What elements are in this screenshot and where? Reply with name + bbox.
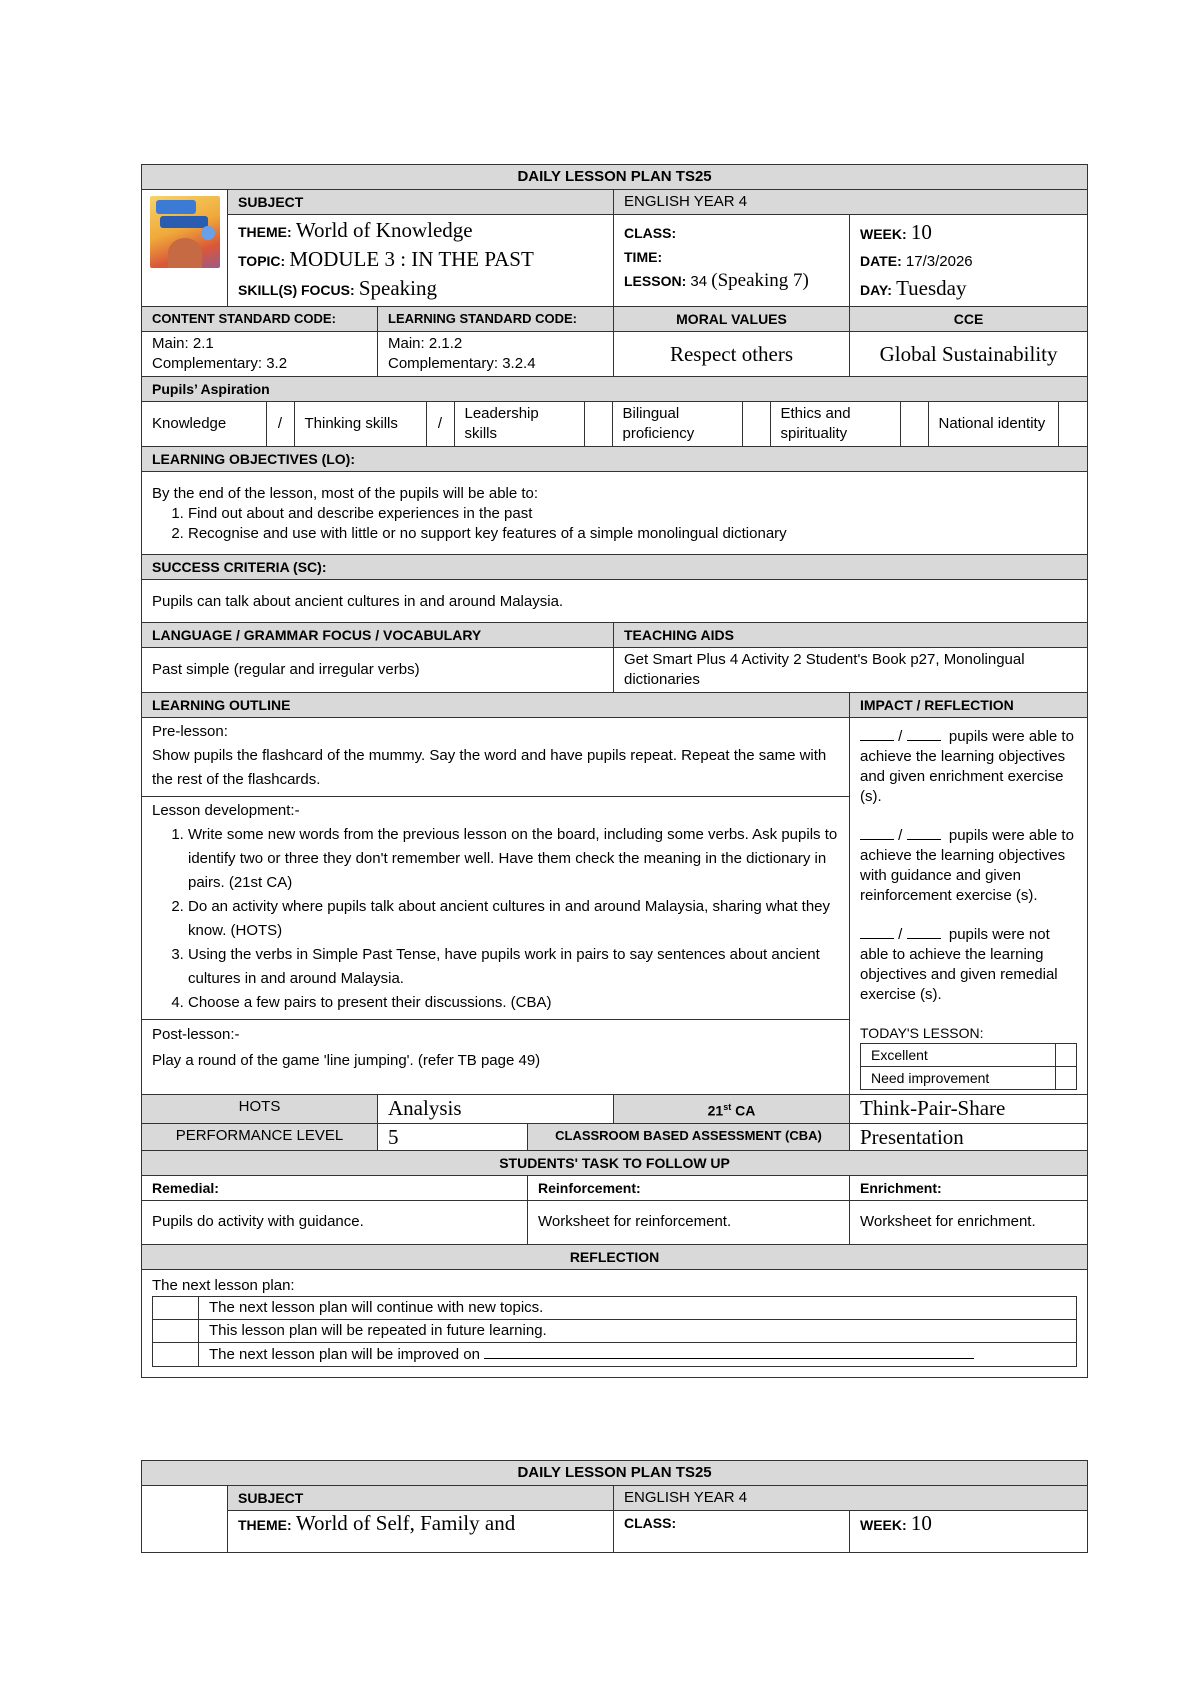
reflection-label: REFLECTION: [142, 1244, 1088, 1269]
sc-text: Pupils can talk about ancient cultures in and around Malaysia.: [142, 580, 1088, 623]
next-lesson-intro: The next lesson plan:: [152, 1276, 295, 1294]
pre-lesson-label: Pre-lesson:: [152, 723, 228, 740]
reinforcement-label: Reinforcement:: [528, 1175, 850, 1200]
ca-sup: st: [723, 1102, 732, 1112]
plan2-class-label: CLASS:: [614, 1511, 850, 1553]
plan2-title: DAILY LESSON PLAN TS25: [142, 1461, 1088, 1486]
aspiration-ethics: Ethics and spirituality: [770, 402, 900, 446]
subject-label: SUBJECT: [228, 190, 614, 215]
aspiration-bilingual: Bilingual proficiency: [612, 402, 742, 446]
plan2-theme: [228, 1511, 614, 1553]
dev-item: 2. Do an activity where pupils talk about ancient cultures in and around Malaysia, sharing what they know. (HOTS): [188, 895, 839, 943]
rating-excellent: Excellent: [861, 1044, 1056, 1067]
subject-value: ENGLISH YEAR 4: [614, 190, 1088, 215]
remedial-label: Remedial:: [142, 1175, 528, 1200]
plan2-week-value: 10: [910, 1511, 932, 1535]
hots-value: Analysis: [378, 1095, 614, 1124]
lo-intro: By the end of the lesson, most of the pupils will be able to:: [152, 485, 539, 502]
aspiration-national-mark: [1058, 402, 1088, 446]
next-2: This lesson plan will be repeated in future learning.: [199, 1319, 1077, 1342]
lesson-value: 34: [690, 273, 708, 290]
aspiration-thinking: Thinking skills: [294, 402, 426, 446]
skill-value: Speaking: [358, 276, 437, 300]
aspiration-bilingual-mark: [742, 402, 770, 446]
impact-3: / pupils were not able to achieve the learning objectives and given remedial exercise (s).: [860, 926, 1058, 1003]
aspiration-national: National identity: [928, 402, 1058, 446]
impact-2: / pupils were able to achieve the learning objectives with guidance and given reinforcement exercise (s).: [860, 827, 1074, 904]
content-standard-codes: [142, 332, 378, 377]
next-1: The next lesson plan will continue with new topics.: [199, 1296, 1077, 1319]
learning-standard-codes: [378, 332, 614, 377]
textbook-cover: [142, 190, 228, 307]
day-label: DAY:: [860, 282, 892, 298]
aspiration-knowledge-mark: /: [266, 402, 294, 446]
lo-list: [152, 504, 1077, 544]
language-focus-text: Past simple (regular and irregular verbs): [142, 648, 614, 693]
language-focus-label: LANGUAGE / GRAMMAR FOCUS / VOCABULARY: [142, 623, 614, 648]
aspiration-label: Pupils’ Aspiration: [142, 377, 1088, 402]
theme-label: THEME:: [238, 224, 292, 240]
next-3-box[interactable]: [153, 1342, 199, 1366]
aspiration-leadership-mark: [584, 402, 612, 446]
aspiration-leadership: Leadership skills: [454, 402, 584, 446]
lo-item: 1. Find out about and describe experiences in the past: [188, 504, 1077, 524]
theme-value: World of Knowledge: [295, 218, 473, 242]
aspiration-knowledge: Knowledge: [142, 402, 266, 446]
next-3-text: The next lesson plan will be improved on: [209, 1345, 480, 1363]
plan2-subject-label: SUBJECT: [228, 1486, 614, 1511]
teaching-aids-text: Get Smart Plus 4 Activity 2 Student's Book p27, Monolingual dictionaries: [614, 648, 1088, 693]
outline-label: LEARNING OUTLINE: [142, 693, 850, 718]
next-2-box[interactable]: [153, 1319, 199, 1342]
learning-objectives: [142, 472, 1088, 555]
plan2-week-label: WEEK:: [860, 1517, 907, 1533]
ca-value: Think-Pair-Share: [850, 1095, 1088, 1124]
learning-main: Main: 2.1.2: [388, 335, 463, 352]
content-main: Main: 2.1: [152, 335, 214, 352]
content-standard-label: CONTENT STANDARD CODE:: [142, 307, 378, 332]
week-date-day: [850, 215, 1088, 307]
aspiration-row: [142, 402, 1088, 447]
lesson-plan-2: [141, 1460, 1088, 1553]
cba-label: CLASSROOM BASED ASSESSMENT (CBA): [528, 1123, 850, 1150]
plan-title: DAILY LESSON PLAN TS25: [142, 165, 1088, 190]
class-time-lesson: [614, 215, 850, 307]
cce-value: Global Sustainability: [850, 332, 1088, 377]
learning-complementary: Complementary: 3.2.4: [388, 355, 536, 372]
impact-3-text: pupils were not able to achieve the learning objectives and given remedial exercise (s).: [860, 926, 1058, 1003]
content-complementary: Complementary: 3.2: [152, 355, 288, 372]
todays-lesson-label: TODAY'S LESSON:: [860, 1025, 984, 1041]
next-lesson-table: [152, 1296, 1077, 1367]
date-value: 17/3/2026: [905, 253, 973, 270]
ca-number: 21: [707, 1102, 724, 1119]
time-label: TIME:: [624, 249, 663, 265]
cce-label: CCE: [850, 307, 1088, 332]
cba-value: Presentation: [850, 1123, 1088, 1150]
enrichment-label: Enrichment:: [850, 1175, 1088, 1200]
aspiration-thinking-mark: /: [426, 402, 454, 446]
rating-excellent-box[interactable]: [1056, 1044, 1077, 1067]
aspiration-ethics-mark: [900, 402, 928, 446]
ca-suffix: CA: [735, 1102, 756, 1119]
learning-outline: [142, 718, 850, 1095]
week-label: WEEK:: [860, 226, 907, 242]
post-lesson-text: Play a round of the game 'line jumping'. (refer TB page 49): [152, 1052, 541, 1069]
pre-lesson-text: Show pupils the flashcard of the mummy. Say the word and have pupils repeat. Repeat the same with the rest of the flashcards.: [152, 747, 827, 788]
day-value: Tuesday: [896, 276, 967, 300]
impact-2-text: pupils were able to achieve the learning objectives with guidance and given reinforcement exercise (s).: [860, 827, 1074, 904]
hots-label: HOTS: [142, 1095, 378, 1124]
dev-label: Lesson development:-: [152, 802, 300, 819]
lesson-rating-table: [860, 1043, 1077, 1090]
enrichment-text: Worksheet for enrichment.: [850, 1200, 1088, 1244]
impact-1: / pupils were able to achieve the learning objectives and given enrichment exercise (s).: [860, 728, 1074, 805]
sc-label: SUCCESS CRITERIA (SC):: [142, 555, 1088, 580]
moral-value: Respect others: [614, 332, 850, 377]
lesson-note: (Speaking 7): [711, 270, 809, 291]
lo-label: LEARNING OBJECTIVES (LO):: [142, 447, 1088, 472]
impact-label: IMPACT / REFLECTION: [850, 693, 1088, 718]
teaching-aids-label: TEACHING AIDS: [614, 623, 1088, 648]
learning-standard-label: LEARNING STANDARD CODE:: [378, 307, 614, 332]
topic-value: MODULE 3 : IN THE PAST: [289, 247, 534, 271]
rating-need-improvement: Need improvement: [861, 1067, 1056, 1090]
pl-value: 5: [378, 1123, 528, 1150]
impact-reflection: [850, 718, 1088, 1095]
moral-values-label: MORAL VALUES: [614, 307, 850, 332]
pre-lesson: [142, 718, 849, 797]
lesson-label: LESSON:: [624, 273, 687, 289]
post-lesson-label: Post-lesson:-: [152, 1026, 240, 1043]
plan2-cover-cell: [142, 1486, 228, 1553]
reflection-section: [142, 1269, 1088, 1377]
plan2-week: [850, 1511, 1088, 1553]
week-value: 10: [910, 220, 932, 244]
textbook-cover-image: [150, 196, 220, 268]
plan2-theme-value: World of Self, Family and: [295, 1511, 516, 1535]
post-lesson: [142, 1020, 849, 1080]
lo-item: 2. Recognise and use with little or no support key features of a simple monolingual dictionary: [188, 524, 1077, 544]
plan2-subject-value: ENGLISH YEAR 4: [614, 1486, 1088, 1511]
impact-1-text: pupils were able to achieve the learning objectives and given enrichment exercise (s).: [860, 728, 1074, 805]
class-label: CLASS:: [624, 225, 677, 241]
rating-need-improvement-box[interactable]: [1056, 1067, 1077, 1090]
plan2-theme-label: THEME:: [238, 1517, 292, 1533]
topic-label: TOPIC:: [238, 253, 286, 269]
task-label: STUDENTS' TASK TO FOLLOW UP: [142, 1150, 1088, 1175]
theme-topic-skill: [228, 215, 614, 307]
lesson-plan-1: [141, 164, 1088, 1378]
dev-item: 3. Using the verbs in Simple Past Tense, have pupils work in pairs to say sentences about ancient cultures in and around Malaysia.: [188, 943, 839, 991]
pl-label: PERFORMANCE LEVEL: [142, 1123, 378, 1150]
skill-label: SKILL(S) FOCUS:: [238, 282, 355, 298]
dev-item: 4. Choose a few pairs to present their discussions. (CBA): [188, 991, 839, 1015]
ca-label: [614, 1095, 850, 1124]
lesson-development: [142, 797, 849, 1020]
reinforcement-text: Worksheet for reinforcement.: [528, 1200, 850, 1244]
date-label: DATE:: [860, 253, 902, 269]
dev-item: 1. Write some new words from the previous lesson on the board, including some verbs. Ask pupils to identify two or three they don't remember well. Have them check the meaning in the dictionary in pairs. (21st CA): [188, 823, 839, 895]
dev-list: [152, 823, 839, 1015]
remedial-text: Pupils do activity with guidance.: [142, 1200, 528, 1244]
next-3: [199, 1342, 1077, 1366]
next-1-box[interactable]: [153, 1296, 199, 1319]
